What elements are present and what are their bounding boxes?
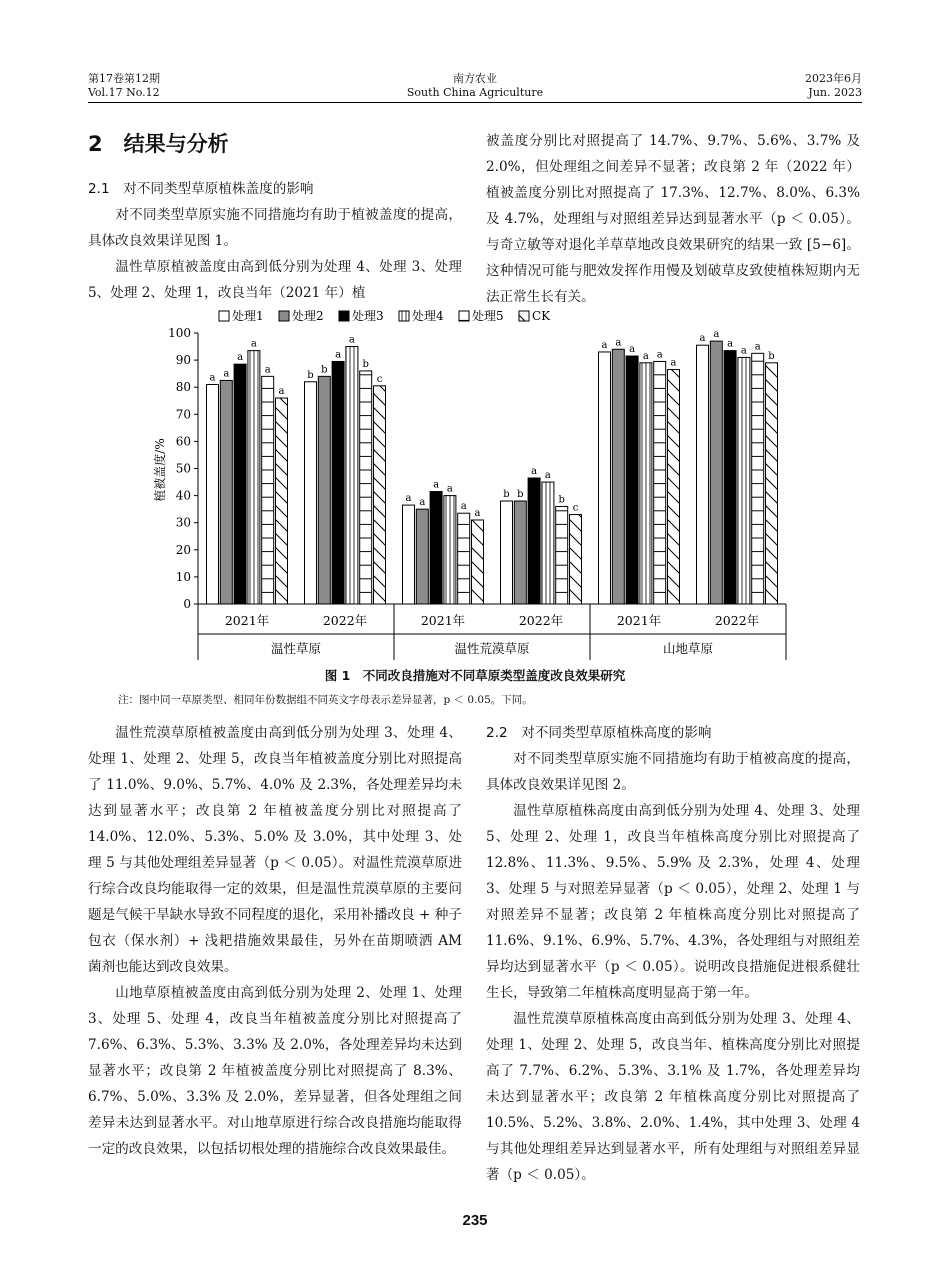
bar xyxy=(724,351,736,604)
legend-swatch xyxy=(519,311,529,321)
header-date-en: Jun. 2023 xyxy=(808,86,862,99)
paragraph-2-2-temperate: 温性草原植株高度由高到低分别为处理 4、处理 3、处理 5、处理 2、处理 1，改良当年植株高度分别比对照提高了 12.8%、11.3%、9.5%、5.9% 及 2.3%，处理 4、处理 3、处理 5 与对照差异显著（p ＜ 0.05），处理 2、处理 1 与对照差异不显著；改良第 2 年植株高度分别比对照提高了 11.6%、9.1%、6.9%、5.7%、4.3%，各处理组与对照组差异均达到显著水平（p ＜ 0.05）。说明改良措施促进根系健壮生长，导致第二年植株高度明显高于第一年。 xyxy=(486,803,860,1001)
chart-bars xyxy=(207,329,778,604)
significance-letter: a xyxy=(629,344,636,356)
x-year-label: 2022年 xyxy=(714,613,760,628)
significance-letter: a xyxy=(433,479,440,491)
significance-letter: a xyxy=(642,350,649,362)
x-category-label: 山地草原 xyxy=(662,641,714,656)
bar xyxy=(305,382,317,604)
significance-letter: a xyxy=(446,483,453,495)
figure-caption: 图 1 不同改良措施对不同草原类型盖度改良效果研究 xyxy=(324,668,626,683)
header-volume-en: Vol.17 No.12 xyxy=(88,86,160,99)
significance-letter: a xyxy=(740,345,747,357)
bar xyxy=(668,370,680,604)
bar xyxy=(458,513,470,604)
significance-letter: a xyxy=(419,497,426,509)
legend-swatch xyxy=(339,311,349,321)
paragraph-desert-steppe: 温性荒漠草原植被盖度由高到低分别为处理 3、处理 4、处理 1、处理 2、处理 5，改良当年植被盖度分别比对照提高了 11.0%、9.0%、5.7%、4.0% 及 2.3%，各处理差异均未达到显著水平；改良第 2 年植被盖度分别比对照提高了 14.0%、12.0%、5.3%、5.0% 及 3.0%，其中处理 3、处理 5 与其他处理组差异显著（p ＜ 0.05）。对温性荒漠草原进行综合改良均能取得一定的效果，但是温性荒漠草原的主要问题是气候干旱缺水导致不同程度的退化，采用补播改良 + 种子包衣（保水剂）+ 浅耙措施效果最佳，另外在苗期喷洒 AM 菌剂也能达到改良效果。 xyxy=(88,725,462,975)
significance-letter: b xyxy=(503,489,510,501)
paragraph-2-1-intro: 对不同类型草原实施不同措施均有助于植被盖度的提高，具体改良效果详见图 1。 xyxy=(88,207,462,249)
bar xyxy=(501,501,513,604)
significance-letter: a xyxy=(335,349,342,361)
section-title: 2 结果与分析 xyxy=(88,132,229,156)
y-tick-label: 90 xyxy=(175,353,191,368)
significance-letter: a xyxy=(544,470,551,482)
bar xyxy=(654,361,666,604)
bar xyxy=(697,345,709,604)
legend-swatch xyxy=(399,311,409,321)
legend-label: 处理2 xyxy=(292,309,324,323)
legend-swatch xyxy=(459,311,469,321)
bar xyxy=(612,349,624,604)
significance-letter: b xyxy=(517,489,524,501)
y-tick-label: 100 xyxy=(168,326,191,340)
significance-letter: a xyxy=(713,329,720,341)
legend-label: 处理3 xyxy=(352,309,384,323)
figure-note: 注：图中同一草原类型、相同年份数据组不同英文字母表示差异显著，p ＜ 0.05。下同。 xyxy=(118,694,533,706)
bar xyxy=(416,509,428,604)
significance-letter: a xyxy=(278,386,285,398)
chart-y-ticks xyxy=(168,326,198,611)
bar xyxy=(248,351,260,604)
x-category-label: 温性草原 xyxy=(270,641,322,656)
paragraph-2-2-desert: 温性荒漠草原植株高度由高到低分别为处理 3、处理 4、处理 1、处理 2、处理 5，改良当年、植株高度分别比对照提高了 7.7%、6.2%、5.3%、3.1% 及 1.7%，各处理差异均未达到显著水平；改良第 2 年植株高度分别比对照提高了 10.5%、5.2%、3.8%、2.0%、1.4%，其中处理 3、处理 4 与其他处理组差异达到显著水平，所有处理组与对照组差异显著（p ＜ 0.05）。 xyxy=(486,1011,860,1183)
significance-letter: a xyxy=(209,372,216,384)
legend-label: CK xyxy=(532,309,551,323)
paragraph-mountain-steppe: 山地草原植被盖度由高到低分别为处理 2、处理 1、处理 3、处理 5、处理 4，改良当年植被盖度分别比对照提高了 7.6%、6.3%、5.3%、3.3% 及 2.0%，各处理差异均未达到显著水平；改良第 2 年植被盖度分别比对照提高了 8.3%、6.7%、5.0%、3.3% 及 2.0%，差异显著，但各处理组之间差异未达到显著水平。对山地草原进行综合改良措施均能取得一定的改良效果，以包括切根处理的措施综合改良效果最佳。 xyxy=(88,985,462,1157)
y-tick-label: 20 xyxy=(175,542,191,557)
significance-letter: a xyxy=(264,364,271,376)
significance-letter: a xyxy=(405,493,412,505)
bar xyxy=(276,398,288,604)
significance-letter: b xyxy=(321,364,328,376)
y-tick-label: 0 xyxy=(183,597,191,611)
bar xyxy=(472,520,484,604)
significance-letter: a xyxy=(250,338,257,350)
significance-letter: a xyxy=(474,507,481,519)
header-journal-cn: 南方农业 xyxy=(453,72,497,85)
y-tick-label: 70 xyxy=(175,407,191,422)
subsection-2-1-title: 2.1 对不同类型草原植株盖度的影响 xyxy=(88,181,314,197)
bar xyxy=(528,478,540,604)
paragraph-2-1-continued: 被盖度分别比对照提高了 14.7%、9.7%、5.6%、3.7% 及 2.0%，但处理组之间差异不显著；改良第 2 年（2022 年）植被盖度分别比对照提高了 17.3%、12.7%、8.0%、6.3% 及 4.7%，处理组与对照组差异达到显著水平（p ＜ 0.05）。与奇立敏等对退化羊草草地改良效果研究的结果一致 [5−6]。这种情况可能与肥效发挥作用慢及划破草皮致使植株短期内无法正常生长有关。 xyxy=(486,133,860,305)
x-category-label: 温性荒漠草原 xyxy=(454,641,530,656)
y-tick-label: 80 xyxy=(175,380,191,395)
bar xyxy=(710,341,722,604)
significance-letter: a xyxy=(348,334,355,346)
bar xyxy=(556,506,568,604)
significance-letter: a xyxy=(460,501,467,513)
bar xyxy=(346,347,358,604)
bar xyxy=(360,371,372,604)
bar xyxy=(570,515,582,604)
bar xyxy=(766,363,778,604)
significance-letter: a xyxy=(615,337,622,349)
x-year-label: 2021年 xyxy=(420,613,466,628)
subsection-2-2-title: 2.2 对不同类型草原植株高度的影响 xyxy=(486,725,712,741)
chart-y-axis-label: 植被盖度/% xyxy=(153,438,167,502)
paragraph-2-1-temperate: 温性草原植被盖度由高到低分别为处理 4、处理 3、处理 5、处理 2、处理 1，改良当年（2021 年）植 xyxy=(88,259,462,301)
significance-letter: b xyxy=(362,358,369,370)
header-date-cn: 2023年6月 xyxy=(805,72,862,85)
page-number: 235 xyxy=(462,1212,488,1229)
bar xyxy=(542,482,554,604)
bar xyxy=(207,384,219,604)
bar xyxy=(752,353,764,604)
significance-letter: c xyxy=(572,502,579,514)
legend-swatch xyxy=(279,311,289,321)
y-tick-label: 10 xyxy=(175,569,191,584)
x-year-label: 2022年 xyxy=(322,613,368,628)
bar xyxy=(626,356,638,604)
header-volume-cn: 第17卷第12期 xyxy=(88,72,160,85)
legend-label: 处理1 xyxy=(232,309,264,323)
significance-letter: b xyxy=(768,350,775,362)
significance-letter: a xyxy=(699,333,706,345)
y-tick-label: 50 xyxy=(175,461,191,476)
lower-left-column xyxy=(88,720,462,1162)
bar xyxy=(374,386,386,604)
bar xyxy=(403,505,415,604)
x-year-label: 2021年 xyxy=(224,613,270,628)
significance-letter: a xyxy=(223,368,230,380)
bar xyxy=(332,361,344,604)
upper-right-column xyxy=(486,128,860,310)
significance-letter: a xyxy=(237,352,244,364)
significance-letter: c xyxy=(376,373,383,385)
upper-left-column xyxy=(88,176,462,306)
bar xyxy=(738,357,750,604)
bar xyxy=(220,380,232,604)
bar xyxy=(640,363,652,604)
bar xyxy=(318,376,330,604)
y-tick-label: 30 xyxy=(175,515,191,530)
bar xyxy=(234,364,246,604)
bar xyxy=(514,501,526,604)
chart-legend xyxy=(219,308,551,323)
significance-letter: a xyxy=(656,349,663,361)
legend-label: 处理4 xyxy=(412,309,444,323)
lower-right-column xyxy=(486,720,860,1188)
x-year-label: 2022年 xyxy=(518,613,564,628)
significance-letter: a xyxy=(601,339,608,351)
significance-letter: a xyxy=(754,341,761,353)
header-rule xyxy=(88,102,862,103)
figure-1-chart xyxy=(0,300,950,670)
paragraph-2-2-intro: 对不同类型草原实施不同措施均有助于植被高度的提高，具体改良效果详见图 2。 xyxy=(486,751,860,793)
bar xyxy=(262,376,274,604)
significance-letter: b xyxy=(558,494,565,506)
legend-label: 处理5 xyxy=(472,309,504,323)
header-date xyxy=(805,72,862,100)
y-tick-label: 60 xyxy=(175,434,191,449)
significance-letter: b xyxy=(307,369,314,381)
bar xyxy=(444,496,456,604)
significance-letter: a xyxy=(531,465,538,477)
legend-swatch xyxy=(219,311,229,321)
significance-letter: a xyxy=(727,338,734,350)
x-year-label: 2021年 xyxy=(616,613,662,628)
significance-letter: a xyxy=(670,357,677,369)
y-tick-label: 40 xyxy=(175,488,191,503)
header-journal-en: South China Agriculture xyxy=(406,86,544,99)
bar xyxy=(430,492,442,604)
bar xyxy=(599,352,611,604)
